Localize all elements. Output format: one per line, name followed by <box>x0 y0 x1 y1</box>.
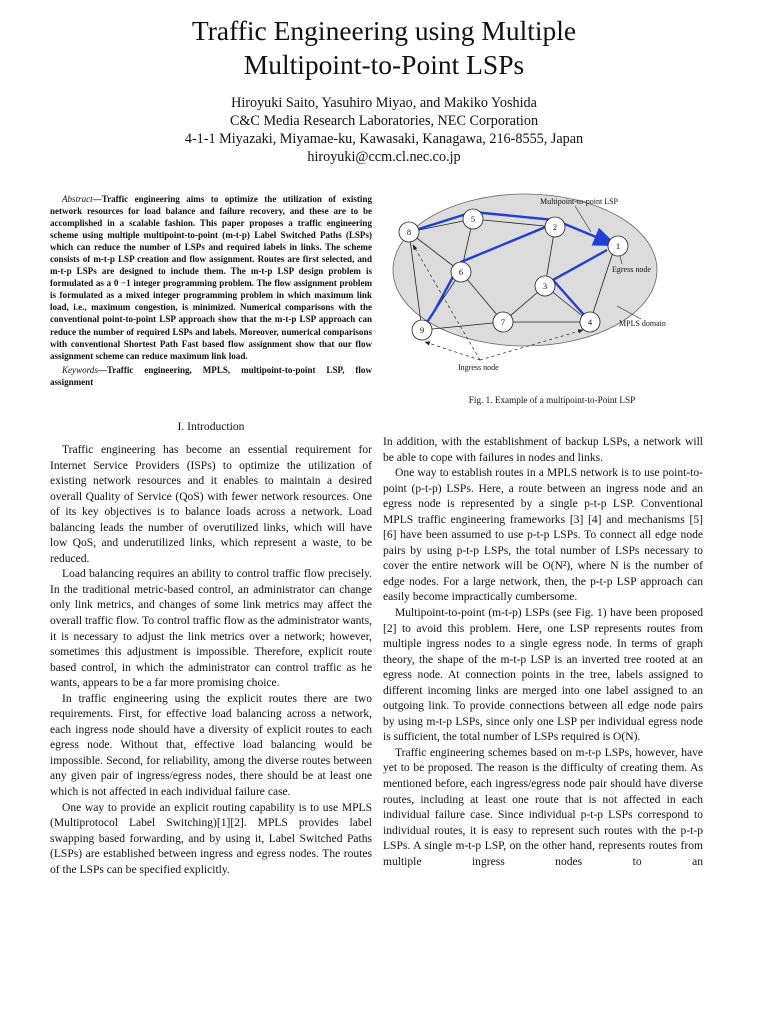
paragraph: Load balancing requires an ability to control traffic flow precisely. In the traditional metric-based control, an administrator can change only link metrics, and changes of some link metrics may affect the overall traffic flow. To control traffic flow as the administrator wants, it is necessary to adjust the link metrics over a network; however, sometimes this adjustment is impossible. Therefore, explicit route based control, in which the administrator can control traffic as he wants, appears to be a far more promising choice. <box>50 568 372 690</box>
paragraph: In addition, with the establishment of backup LSPs, a network will be able to cope with failures in nodes and links. <box>383 436 703 464</box>
node-4 <box>580 312 600 332</box>
svg-text:5: 5 <box>470 214 476 224</box>
left-column <box>50 443 372 878</box>
keywords-label: Keywords <box>62 364 98 375</box>
svg-text:3: 3 <box>542 281 548 291</box>
network-diagram <box>385 190 720 380</box>
title-line-1: Traffic Engineering using Multiple <box>191 15 577 46</box>
label-mpls-domain: MPLS domain <box>619 319 666 328</box>
node-6 <box>451 262 471 282</box>
paragraph: One way to establish routes in a MPLS network is to use point-to-point (p-t-p) LSPs. Here, a route between an ingress node and an egress node is represented by a single p-t-p LSP. Conventional MPLS traffic engineering frameworks [3] [4] and mechanisms [5] [6] have been assumed to use p-t-p LSPs. To connect all edge node pairs by using p-t-p LSPs, the total number of LSPs necessary to cover the entire network will be O(N²), where N is the number of edge nodes. For a large network, then, the p-t-p LSP approach can easily become impractically cumbersome. <box>383 467 703 604</box>
figure-caption: Fig. 1. Example of a multipoint-to-Point LSP <box>468 395 636 405</box>
paragraph: Multipoint-to-point (m-t-p) LSPs (see Fig. 1) have been proposed [2] to avoid this problem. Here, one LSP represents routes from multiple ingress nodes to a single egress node. In terms of graph theory, the shape of the m-t-p LSP is an inverted tree rooted at an egress node. At connection points in the tree, labels assigned to different incoming links are merged into one label assigned to an outgoing link. To provide connections between all edge node pairs by using m-t-p LSPs, since only one LSP per individual egress node is sufficient, the total number of LSPs required is O(N). <box>383 607 703 744</box>
node-9 <box>412 320 432 340</box>
svg-text:8: 8 <box>406 227 412 237</box>
svg-text:6: 6 <box>458 267 464 277</box>
abstract-paragraph <box>50 193 372 362</box>
paragraph: One way to provide an explicit routing capability is to use MPLS (Multiprotocol Label Switching)[1][2]. MPLS provides label swapping based forwarding, and by using it, Label Switched Paths (LSPs) are established between ingress and egress nodes. The routes of the LSPs can be specified explicitly. <box>50 801 372 876</box>
svg-text:7: 7 <box>500 317 506 327</box>
node-3 <box>535 276 555 296</box>
author-affiliation: C&C Media Research Laboratories, NEC Corporation <box>229 113 539 129</box>
section-heading: I. Introduction <box>177 420 245 433</box>
author-email: hiroyuki@ccm.cl.nec.co.jp <box>307 149 461 165</box>
svg-text:4: 4 <box>587 317 593 327</box>
paragraph: Traffic engineering has become an essential requirement for Internet Service Providers (ISPs) to optimize the utilization of existing network resources and it enables to maintain a desired overall Quality of Service (QoS) with fewer network resources. One of its key objectives is to balance loads across a network. Load balancing leads the number of overutilized links, which will have low QoS, and underutilized links, which represent a waste, to be reduced. <box>50 444 372 565</box>
title-line-2: Multipoint-to-Point LSPs <box>243 49 525 80</box>
node-8 <box>399 222 419 242</box>
abstract-text: —Traffic engineering aims to optimize the utilization of existing network resources for load balance and failure recovery, and these are to be accomplished in a scalable fashion. This paper proposes a traffic engineering scheme using multiple multipoint-to-point (m-t-p) Label Switched Paths (LSPs) which can reduce the number of LSPs and required labels in links. The scheme consists of m-t-p LSP creation and flow assignment. Routes are first selected, and m-t-p LSPs are designed to include them. The m-t-p LSP design problem is formulated as a 0 −1 integer programming problem. The flow assignment problem is formulated as a mixed integer programming problem in which maximum link load, i.e., maximum congestion, is minimized. Numerical comparisons with the conventional point-to-point LSP approach show that the m-t-p LSP approach can reduce the number of required LSPs and labels. Moreover, numerical comparisons with conventional Shortest Path Fast based flow assignment show that our flow assignment scheme can reduce maximum link load. <box>50 194 372 361</box>
paper-title <box>0 14 768 82</box>
figure-1 <box>385 190 720 380</box>
node-5 <box>463 209 483 229</box>
author-block <box>0 94 768 166</box>
author-names: Hiroyuki Saito, Yasuhiro Miyao, and Makiko Yoshida <box>231 95 537 111</box>
right-column <box>383 435 703 870</box>
label-egress-node: Egress node <box>612 265 651 274</box>
abstract-label: Abstract <box>62 194 93 204</box>
abstract <box>50 193 372 388</box>
node-2 <box>545 217 565 237</box>
keywords-text: —Traffic engineering, MPLS, multipoint-to-point LSP, flow assignment <box>50 364 372 387</box>
node-1 <box>608 236 628 256</box>
svg-text:2: 2 <box>552 222 558 232</box>
label-mtp-lsp: Multipoint-to-point LSP <box>540 197 619 206</box>
paragraph: In traffic engineering using the explicit routes there are two requirements. First, for effective load balancing across a network, each ingress node should have a diversity of explicit routes to each egress node. Without that, effective load balancing would be impossible. Second, for reliability, among the diverse routes between any given pair of ingress/egress nodes, there should be at least one which is not affected in each individual failure case. <box>50 692 372 799</box>
keywords-paragraph <box>50 364 372 388</box>
author-address: 4-1-1 Miyazaki, Miyamae-ku, Kawasaki, Kanagawa, 216-8555, Japan <box>184 131 584 147</box>
svg-text:9: 9 <box>419 325 425 335</box>
svg-text:1: 1 <box>615 241 621 251</box>
node-7 <box>493 312 513 332</box>
label-ingress-node: Ingress node <box>458 363 499 372</box>
paragraph: Traffic engineering schemes based on m-t-p LSPs, however, have yet to be proposed. The reason is the difficulty of creating them. As mentioned before, each ingress/egress node pair should have diverse routes, including at least one route that is not affected in each individual failure case. Since individual p-t-p LSPs correspond to individual routes, it is easy to represent such routes with the p-t-p LSPs. A single m-t-p LSP, on the other hand, represents routes from multiple ingress nodes to an <box>383 746 703 868</box>
